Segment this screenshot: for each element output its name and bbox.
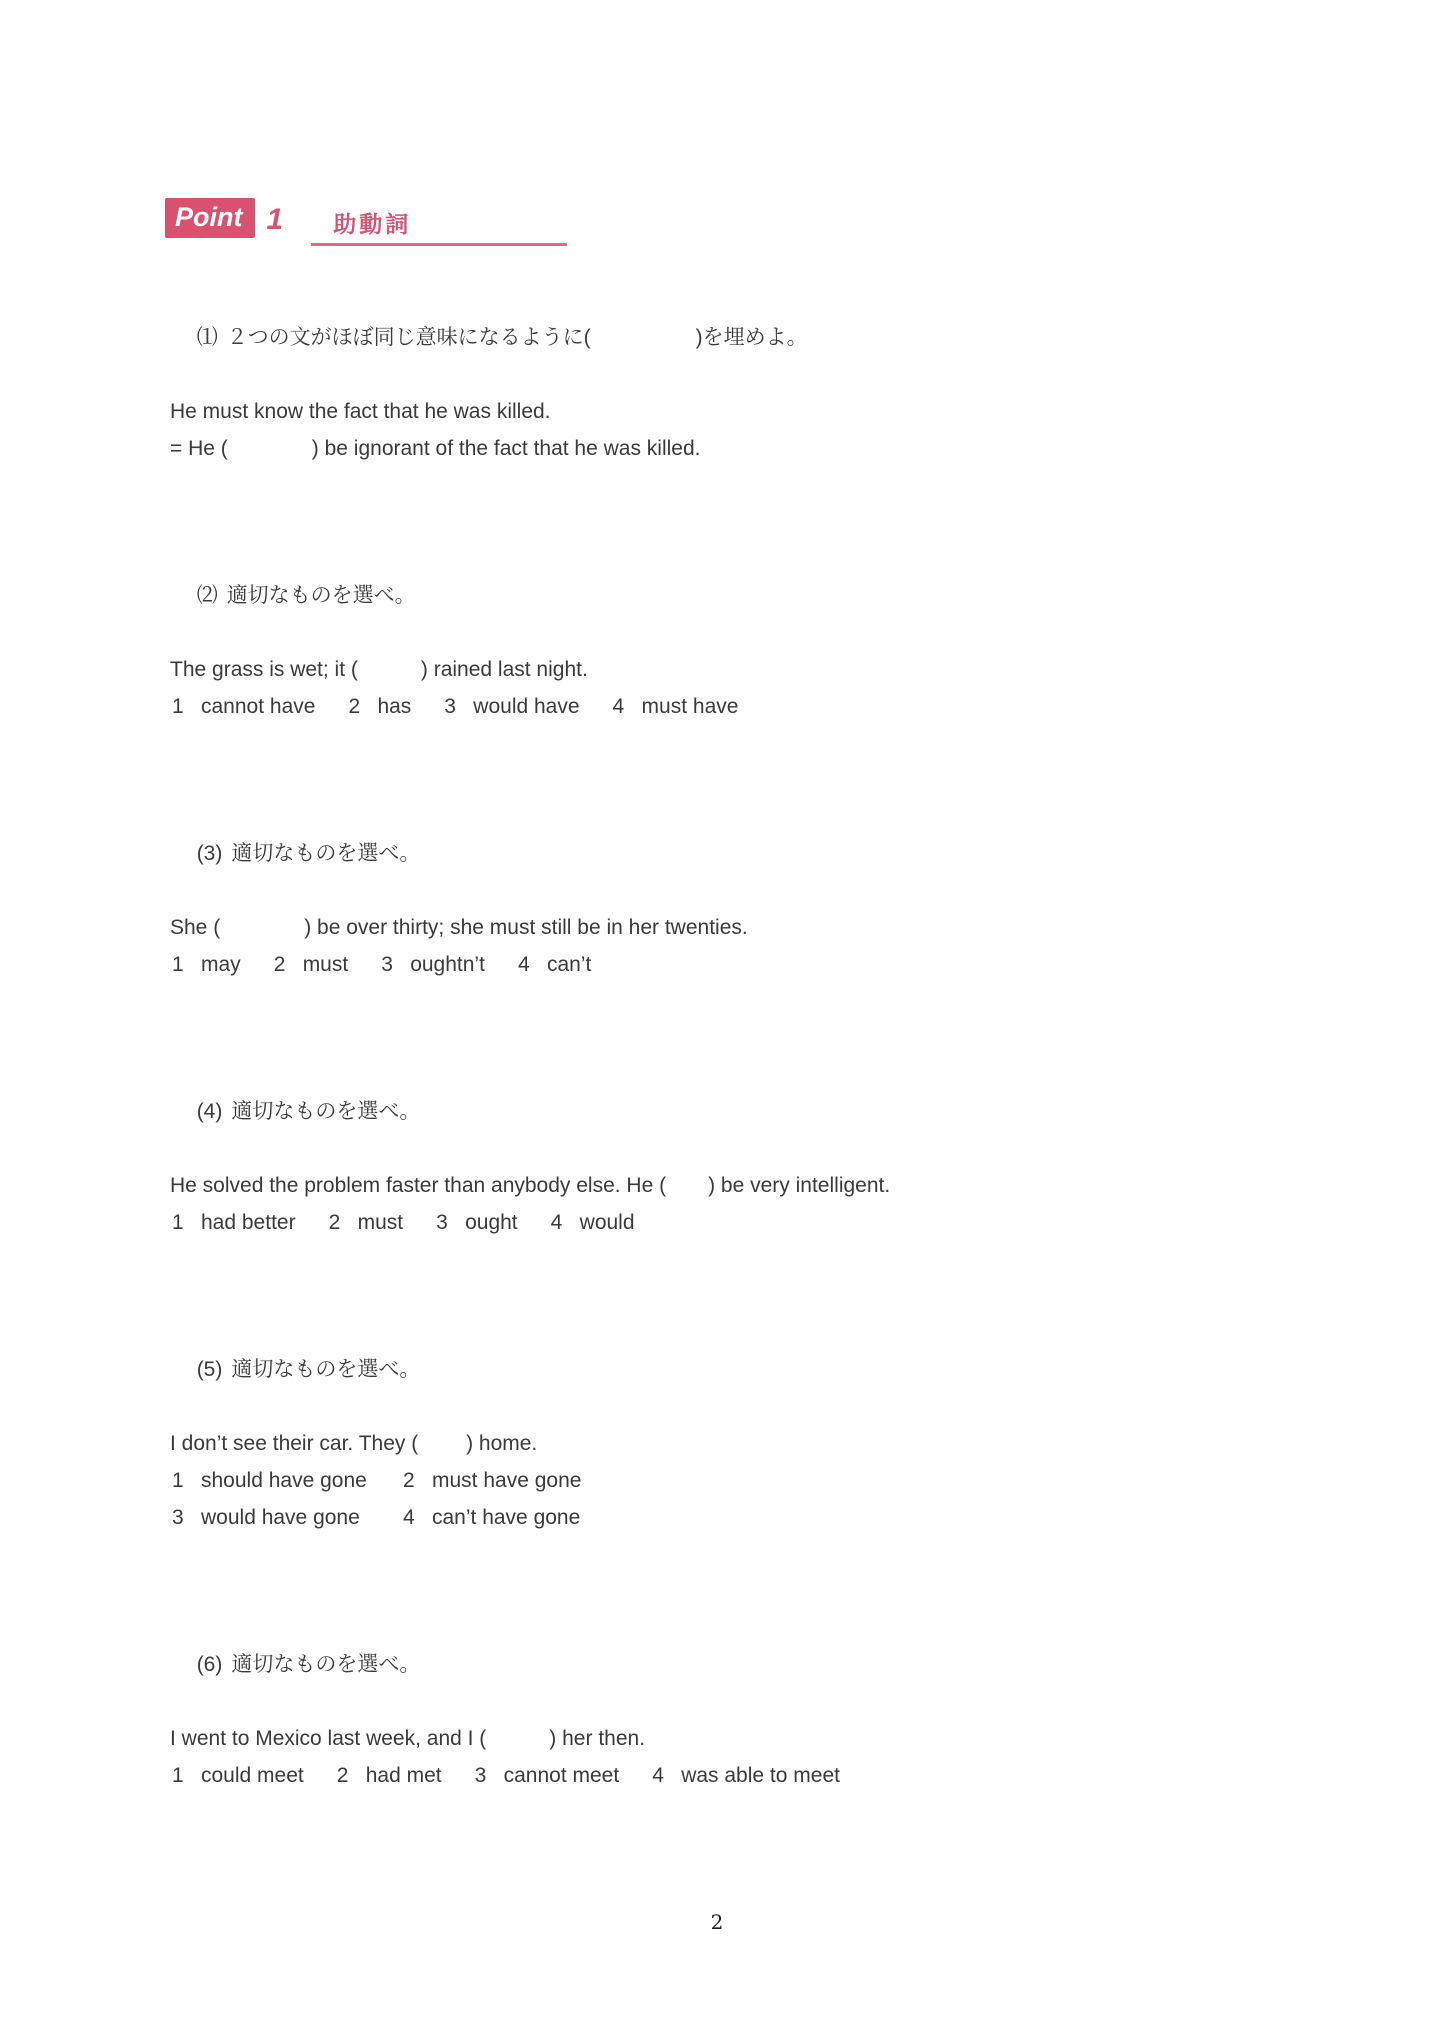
option-number: 3 bbox=[444, 695, 456, 718]
option-label: must have bbox=[641, 695, 739, 718]
option-number: 4 bbox=[612, 695, 625, 718]
point-number: 1 bbox=[266, 203, 284, 236]
question-prompt: 適切なものを選べ。 bbox=[231, 1358, 421, 1381]
option-label: can’t bbox=[546, 953, 592, 976]
option-number: 4 bbox=[517, 953, 530, 976]
point-badge: Point bbox=[165, 198, 255, 238]
option bbox=[436, 1204, 518, 1241]
option-label: must bbox=[302, 953, 349, 976]
question-2 bbox=[150, 540, 1434, 725]
option-number: 3 bbox=[474, 1764, 487, 1787]
option bbox=[348, 688, 411, 725]
point-header bbox=[165, 194, 1434, 238]
question-sentence: He must know the fact that he was killed. bbox=[170, 400, 551, 423]
question-number: ⑵ bbox=[196, 584, 218, 607]
topic-title: 助動詞 bbox=[311, 206, 567, 246]
option-number: 3 bbox=[381, 953, 393, 976]
option-label: cannot have bbox=[201, 695, 316, 718]
option bbox=[518, 946, 591, 983]
question-sentence: I don’t see their car. They ( ) home. bbox=[170, 1432, 538, 1455]
option-label: oughtn’t bbox=[410, 953, 485, 976]
option-label: would have gone bbox=[201, 1506, 360, 1529]
option-number: 4 bbox=[403, 1506, 415, 1529]
option bbox=[172, 1757, 304, 1794]
question-sentence: The grass is wet; it ( ) rained last night. bbox=[170, 658, 588, 681]
option bbox=[381, 946, 485, 983]
option-number: 2 bbox=[403, 1469, 415, 1492]
option-number: 1 bbox=[172, 695, 184, 718]
question-3 bbox=[150, 798, 1434, 983]
option bbox=[172, 1462, 403, 1499]
option-label: would bbox=[579, 1211, 635, 1234]
option bbox=[444, 688, 579, 725]
option-label: may bbox=[201, 953, 241, 976]
option-number: 1 bbox=[172, 1211, 184, 1234]
option-number: 4 bbox=[550, 1211, 563, 1234]
options-row bbox=[172, 1204, 1434, 1241]
question-6 bbox=[150, 1609, 1434, 1794]
option-number: 1 bbox=[172, 953, 184, 976]
option bbox=[403, 1499, 1434, 1536]
question-sentence: = He ( ) be ignorant of the fact that he was killed. bbox=[170, 437, 701, 460]
question-list bbox=[150, 282, 1434, 1794]
option-number: 2 bbox=[328, 1211, 341, 1234]
question-header bbox=[150, 1056, 1434, 1167]
option-label: must have gone bbox=[432, 1469, 582, 1492]
option bbox=[551, 1204, 635, 1241]
question-prompt: 適切なものを選べ。 bbox=[231, 1653, 421, 1676]
question-1 bbox=[150, 282, 1434, 467]
option bbox=[475, 1757, 620, 1794]
question-prompt: 適切なものを選べ。 bbox=[231, 1100, 421, 1123]
question-header bbox=[150, 1314, 1434, 1425]
option-number: 4 bbox=[652, 1764, 664, 1787]
question-sentence: I went to Mexico last week, and I ( ) her then. bbox=[170, 1727, 646, 1750]
options-grid bbox=[172, 1462, 1434, 1536]
option-label: would have bbox=[473, 695, 580, 718]
question-number: (4) bbox=[196, 1100, 223, 1123]
option-label: must bbox=[357, 1211, 404, 1234]
question-sentence: He solved the problem faster than anybody else. He ( ) be very intelligent. bbox=[170, 1174, 891, 1197]
option-number: 2 bbox=[348, 695, 361, 718]
page-number: 2 bbox=[710, 1910, 724, 1934]
options-row bbox=[172, 946, 1434, 983]
option bbox=[652, 1757, 840, 1794]
option-label: had met bbox=[365, 1764, 442, 1787]
option bbox=[172, 1204, 296, 1241]
option-label: was able to meet bbox=[681, 1764, 840, 1787]
question-header bbox=[150, 540, 1434, 651]
option-number: 1 bbox=[172, 1469, 184, 1492]
option-number: 3 bbox=[436, 1211, 448, 1234]
option-label: ought bbox=[465, 1211, 518, 1234]
question-header bbox=[150, 1609, 1434, 1720]
question-number: ⑴ bbox=[196, 326, 218, 349]
option-label: has bbox=[377, 695, 412, 718]
question-prompt: 適切なものを選べ。 bbox=[231, 842, 421, 865]
question-header bbox=[150, 798, 1434, 909]
option bbox=[613, 688, 739, 725]
option bbox=[172, 688, 315, 725]
option-label: had better bbox=[201, 1211, 296, 1234]
question-number: (5) bbox=[196, 1358, 223, 1381]
option-label: could meet bbox=[201, 1764, 304, 1787]
option-label: should have gone bbox=[201, 1469, 367, 1492]
option bbox=[172, 1499, 403, 1536]
question-number: (3) bbox=[196, 842, 223, 865]
question-4 bbox=[150, 1056, 1434, 1241]
option bbox=[337, 1757, 442, 1794]
option bbox=[329, 1204, 404, 1241]
option-label: can’t have gone bbox=[432, 1506, 581, 1529]
question-prompt: ２つの文がほぼ同じ意味になるように( )を埋めよ。 bbox=[226, 326, 808, 349]
question-5 bbox=[150, 1314, 1434, 1536]
option bbox=[274, 946, 349, 983]
option-number: 1 bbox=[172, 1764, 184, 1787]
option-number: 2 bbox=[273, 953, 286, 976]
option-label: cannot meet bbox=[503, 1764, 620, 1787]
option bbox=[172, 946, 241, 983]
question-prompt: 適切なものを選べ。 bbox=[226, 584, 416, 607]
options-row bbox=[172, 1757, 1434, 1794]
option-number: 3 bbox=[172, 1506, 184, 1529]
option bbox=[403, 1462, 1434, 1499]
option-number: 2 bbox=[336, 1764, 349, 1787]
question-sentence: She ( ) be over thirty; she must still be in her twenties. bbox=[170, 916, 748, 939]
options-row bbox=[172, 688, 1434, 725]
question-number: (6) bbox=[196, 1653, 223, 1676]
question-header bbox=[150, 282, 1434, 393]
